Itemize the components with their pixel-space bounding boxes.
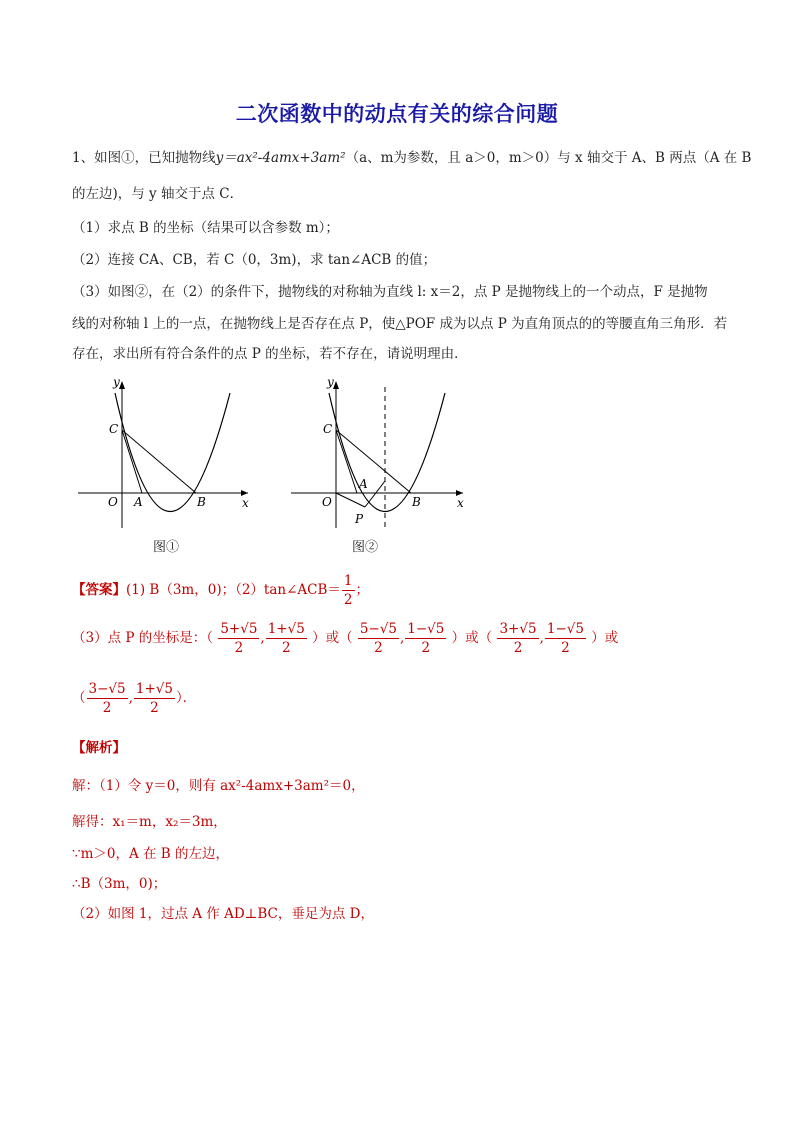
fraction-numerator: 1 [343,573,353,589]
denominator: 2 [513,640,523,656]
paren-close: ）． [175,690,197,706]
paren-open: （ [72,690,86,706]
x-label: x [242,496,249,510]
denominator: 2 [421,640,431,656]
fraction-denominator: 2 [343,592,353,608]
denominator: 2 [102,700,112,716]
comma: , [539,630,544,646]
segment-cb [122,430,196,493]
numerator: 1+√5 [267,621,305,637]
or-text: ）或（ [312,630,353,646]
coord-3-x [497,620,538,657]
problem-line-2: 的左边)，与 y 轴交于点 C． [72,186,244,202]
analysis-step-1: 解：（1）令 y＝0，则有 ax²-4amx+3am²＝0， [72,778,365,794]
answer-line-3 [72,620,618,657]
semicolon: ； [355,582,369,598]
answer-part-3-prefix: （3）点 P 的坐标是：（ [72,630,214,646]
problem-text: （a、m为参数，且 a＞0，m＞0）与 x 轴交于 A、B 两点（A 在 B [345,150,752,166]
question-3-line-1: （3）如图②，在（2）的条件下，抛物线的对称轴为直线 l: x＝2，点 P 是抛物线上的一个动点，F 是抛物 [72,284,708,300]
coord-4-x [87,680,128,717]
denominator: 2 [281,640,291,656]
numerator: 3+√5 [499,621,537,637]
analysis-label: 【解析】 [72,740,126,756]
figure-2-caption: 图② [352,540,379,555]
numerator: 5−√5 [359,621,397,637]
numerator: 1+√5 [135,681,173,697]
question-3-line-2: 线的对称轴 l 上的一点，在抛物线上是否存在点 P，使△POF 成为以点 P 为直角顶点的的等腰直角三角形．若 [72,316,728,332]
numerator: 3−√5 [88,681,126,697]
analysis-step-4: ∴B（3m，0)； [72,876,167,892]
parabola [329,393,445,512]
numerator: 1−√5 [407,621,445,637]
fraction-one-half [342,572,355,609]
comma: , [399,630,405,646]
point-c-label: C [109,422,119,436]
parabola [115,393,230,512]
segment-op [336,493,365,507]
or-text: ）或（ [451,630,493,646]
denominator: 2 [234,640,244,656]
segment-cb [336,430,411,493]
coord-4-y [134,680,175,717]
numerator: 5+√5 [220,621,258,637]
coord-2-x [358,620,399,657]
point-p-label: P [355,512,364,526]
question-2: （2）连接 CA、CB，若 C（0，3m)，求 tan∠ACB 的值； [72,252,437,268]
problem-text: 1、如图①，已知抛物线 [72,150,216,166]
segment-ca [122,430,142,493]
analysis-step-2: 解得：x₁＝m，x₂＝3m， [72,814,227,830]
answer-line-1 [72,572,369,609]
y-axis-arrow [119,381,125,389]
coord-1-y [266,620,307,657]
coord-3-y [545,620,586,657]
answer-line-4 [72,680,196,717]
analysis-step-5: （2）如图 1，过点 A 作 AD⊥BC，垂足为点 D， [72,906,374,922]
point-b-label: B [412,495,421,509]
figure-1-graph [70,375,270,535]
answer-label: 【答案】 [72,582,126,598]
origin-label: O [108,495,118,509]
problem-line-1 [72,148,751,168]
figure-1-caption: 图① [153,540,180,555]
or-end-text: ）或 [591,630,619,646]
y-label: y [113,375,120,389]
point-a-label: A [359,477,368,491]
question-3-line-3: 存在，求出所有符合条件的点 P 的坐标，若不存在，请说明理由． [72,346,468,362]
segment-pf [365,481,385,507]
denominator: 2 [150,700,159,716]
analysis-step-3: ∵m＞0，A 在 B 的左边， [72,846,230,862]
origin-label: O [322,495,332,509]
point-c-label: C [323,422,333,436]
comma: , [128,690,133,706]
comma: , [260,630,265,646]
numerator: 1−√5 [546,621,584,637]
point-b-label: B [197,495,206,509]
answer-part-1-2: (1) B（3m，0)；（2）tan∠ACB＝ [126,582,341,598]
coord-1-x [218,620,259,657]
point-a-label: A [134,495,143,509]
question-1: （1）求点 B 的坐标（结果可以含参数 m）； [72,220,339,236]
y-label: y [327,375,334,389]
denominator: 2 [374,640,383,656]
parabola-equation: y＝ax²-4amx+3am² [215,150,346,166]
coord-2-y [405,620,446,657]
page-title: 二次函数中的动点有关的综合问题 [235,102,559,126]
figure-2-graph [285,375,485,535]
x-label: x [457,496,464,510]
denominator: 2 [561,640,570,656]
y-axis-arrow [333,381,339,389]
